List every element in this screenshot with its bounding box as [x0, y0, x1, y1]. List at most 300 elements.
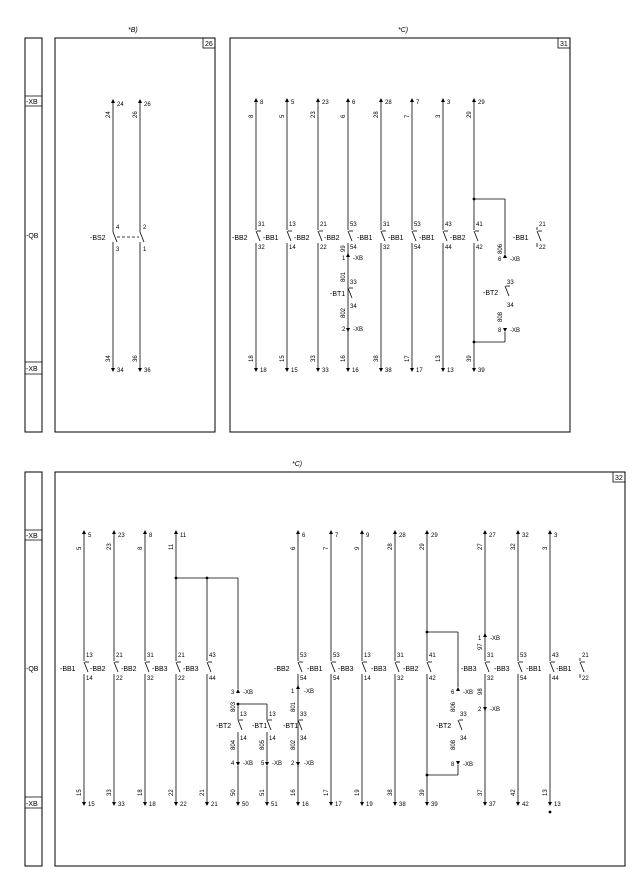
wire-number: 8 [138, 546, 144, 550]
terminal-number: 23 [118, 533, 125, 539]
device-label: -BB2 [274, 666, 290, 673]
wire-number: 5 [77, 546, 83, 550]
contact-number: 34 [350, 304, 357, 310]
contact-number: 44 [209, 676, 216, 682]
device-label: -BT1 [283, 723, 299, 730]
contact-number: 41 [476, 222, 483, 228]
contact-number: 42 [476, 245, 483, 251]
terminal-arrow-down [425, 802, 429, 806]
terminal-label: -XB [490, 707, 501, 713]
terminal-arrow-down [285, 368, 289, 372]
terminal-number: 8 [149, 533, 153, 539]
contact-number: 13 [240, 712, 247, 718]
terminal-arrow-up [441, 98, 445, 102]
contact-number: 53 [414, 222, 421, 228]
terminal-number: 6 [451, 690, 455, 696]
terminal-label: -XB [272, 761, 283, 767]
terminal-number: 3 [554, 533, 558, 539]
wire-number: 21 [200, 789, 206, 796]
terminal-number: 28 [385, 100, 392, 106]
contact-symbol [238, 720, 242, 730]
terminal-number: 2 [342, 327, 346, 333]
contact-symbol [256, 231, 260, 241]
contact-symbol [348, 231, 352, 241]
contact-number: 4 [116, 225, 120, 231]
wire-number: 26 [133, 111, 139, 118]
terminal-number: 51 [271, 802, 278, 808]
page-number: 32 [615, 475, 623, 482]
wire-number: 808 [451, 739, 457, 750]
contact-number: 54 [520, 676, 527, 682]
wire-number: 50 [231, 789, 237, 796]
terminal-arrow-up [346, 98, 350, 102]
terminal-arrow-up [483, 633, 487, 637]
panel-26-circuit [90, 99, 151, 374]
terminal-arrow-up [379, 98, 383, 102]
contact-number: 33 [350, 280, 357, 286]
contact-symbol [84, 662, 88, 672]
terminal-number: 7 [416, 100, 420, 106]
wire-number: 18 [138, 789, 144, 796]
device-label: -BB1 [307, 666, 323, 673]
terminal-number: 17 [416, 368, 423, 374]
wire-number: 7 [324, 546, 330, 550]
wire-number: 32 [511, 543, 517, 550]
wire-number: 27 [478, 543, 484, 550]
wire-number: 808 [498, 311, 504, 322]
terminal-arrow-up [82, 530, 86, 534]
terminal-arrow-down [441, 368, 445, 372]
contact-number: 2 [143, 225, 147, 231]
device-label: -BB3 [371, 666, 387, 673]
panel-31-circuit [232, 98, 546, 374]
wire-number: 5 [280, 114, 286, 118]
device-label: -BB3 [461, 666, 477, 673]
terminal-number: 28 [399, 533, 406, 539]
wire-number: 98 [478, 688, 484, 695]
device-label: -BB2 [324, 235, 340, 242]
wire-number: 38 [388, 789, 394, 796]
wire-number: 801 [291, 701, 297, 712]
wire-number: 99 [341, 245, 347, 252]
contact-symbol [505, 286, 509, 296]
contact-number: 33 [460, 712, 467, 718]
terminal-number: 5 [291, 100, 295, 106]
terminal-arrow-down [236, 762, 240, 766]
device-label: -BB1 [263, 235, 279, 242]
terminal-arrow-down [296, 802, 300, 806]
device-label: -BB1 [388, 235, 404, 242]
device-label: -BB1 [357, 235, 373, 242]
contact-symbol [474, 231, 478, 241]
qb-label: -QB [26, 666, 39, 673]
xb-label: -XB [26, 533, 38, 540]
contact-number: 41 [429, 653, 436, 659]
contact-number: 13 [86, 653, 93, 659]
terminal-arrow-down [456, 761, 460, 765]
terminal-arrow-down [205, 802, 209, 806]
wire-number: 15 [77, 789, 83, 796]
contact-number: 32 [487, 676, 494, 682]
wire-number: 51 [260, 789, 266, 796]
terminal-arrow-down [503, 328, 507, 332]
device-label: -BB1 [513, 235, 529, 242]
contact-number: 42 [429, 676, 436, 682]
contact-number: 32 [258, 245, 265, 251]
wire-number: 802 [341, 307, 347, 318]
contact-number: 31 [487, 653, 494, 659]
contact-symbol [443, 231, 447, 241]
device-label: -BB3 [183, 666, 199, 673]
terminal-label: -XB [353, 256, 364, 262]
contact-number: 53 [520, 653, 527, 659]
terminal-number: 33 [118, 802, 125, 808]
terminal-number: 2 [478, 707, 482, 713]
wire-number: 804 [231, 739, 237, 750]
terminal-number: 42 [522, 802, 529, 808]
terminal-label: -XB [463, 690, 474, 696]
contact-number: 53 [300, 653, 307, 659]
terminal-arrow-down [265, 762, 269, 766]
contact-number: 13 [364, 653, 371, 659]
contact-number: 21 [539, 222, 546, 228]
terminal-arrow-up [516, 530, 520, 534]
xb-label: -XB [26, 801, 38, 808]
contact-number: 13 [289, 222, 296, 228]
contact-number: 1 [143, 247, 147, 253]
wire-number: 11 [169, 543, 175, 550]
terminal-arrow-up [316, 98, 320, 102]
terminal-number: 3 [231, 690, 235, 696]
wire-number: 9 [355, 546, 361, 550]
contact-number: 44 [445, 245, 452, 251]
device-label: -BT2 [483, 290, 499, 297]
terminal-arrow-down [483, 802, 487, 806]
contact-symbol [427, 662, 431, 672]
contact-symbol [518, 662, 522, 672]
terminal-number: 17 [335, 802, 342, 808]
contact-symbol [267, 720, 271, 730]
terminal-arrow-up [112, 530, 116, 534]
contact-number: 13 [269, 712, 276, 718]
terminal-number: 1 [478, 636, 482, 642]
contact-number: 14 [289, 245, 296, 251]
terminal-arrow-up [285, 98, 289, 102]
wire-number: 24 [106, 111, 112, 118]
wire-number: 28 [374, 111, 380, 118]
contact-number: 21 [320, 222, 327, 228]
wire-number: 29 [467, 111, 473, 118]
wire-number: 34 [106, 355, 112, 362]
wire-number: 3 [436, 114, 442, 118]
device-label: -BT1 [252, 723, 268, 730]
contact-number: 14 [86, 676, 93, 682]
contact-number: 33 [300, 712, 307, 718]
terminal-number: 23 [322, 100, 329, 106]
wire-number: 806 [451, 701, 457, 712]
device-label: -BB2 [403, 666, 419, 673]
terminal-arrow-down [548, 802, 552, 806]
wire-number: 806 [498, 243, 504, 254]
wire-number: 16 [291, 789, 297, 796]
contact-number: 34 [460, 736, 467, 742]
left-strip-lower [25, 472, 42, 866]
device-label: -BT1 [330, 291, 346, 298]
junction-dot [549, 811, 552, 814]
contact-symbol [395, 662, 399, 672]
contact-symbol [298, 720, 302, 730]
contact-number: 53 [333, 653, 340, 659]
terminal-number: 16 [352, 368, 359, 374]
contact-number: 22 [320, 245, 327, 251]
terminal-arrow-down [138, 368, 142, 372]
terminal-arrow-up [548, 530, 552, 534]
terminal-arrow-up [425, 530, 429, 534]
terminal-number: 37 [489, 802, 496, 808]
terminal-number: 32 [522, 533, 529, 539]
terminal-number: 2 [291, 761, 295, 767]
wire-number: 805 [260, 739, 266, 750]
terminal-arrow-down [296, 762, 300, 766]
wire-number: 17 [405, 355, 411, 362]
device-label: -BB3 [494, 666, 510, 673]
contact-symbol [580, 662, 584, 672]
terminal-number: 50 [242, 802, 249, 808]
contact-number: 54 [350, 245, 357, 251]
panel-frame-26 [55, 27, 215, 432]
switch-label: -BS2 [90, 235, 106, 242]
wire-number: 42 [511, 789, 517, 796]
contact-number: 22 [116, 676, 123, 682]
terminal-label: -XB [243, 761, 254, 767]
terminal-label: -XB [353, 327, 364, 333]
terminal-label: -XB [510, 257, 521, 263]
wire-number: 97 [478, 643, 484, 650]
contact-symbol [114, 662, 118, 672]
terminal-arrow-up [111, 99, 115, 103]
contact-number: 22 [539, 245, 546, 251]
contact-symbol [381, 231, 385, 241]
terminal-number: 24 [117, 102, 124, 108]
device-label: -BT2 [436, 723, 452, 730]
page-number: 31 [560, 41, 568, 48]
terminal-arrow-up [472, 98, 476, 102]
contact-symbol [287, 231, 291, 241]
terminal-arrow-down [112, 802, 116, 806]
wire-number: 13 [543, 789, 549, 796]
wire-number: 16 [341, 355, 347, 362]
device-label: -BB2 [294, 235, 310, 242]
terminal-arrow-down [143, 802, 147, 806]
terminal-arrow-down [329, 802, 333, 806]
panel-header: *C) [292, 461, 303, 468]
terminal-number: 29 [431, 533, 438, 539]
terminal-number: 13 [447, 368, 454, 374]
terminal-number: 16 [302, 802, 309, 808]
terminal-number: 6 [302, 533, 306, 539]
panel-header: *C) [398, 27, 409, 34]
contact-number: 43 [552, 653, 559, 659]
terminal-number: 22 [180, 802, 187, 808]
wire-number: 22 [169, 789, 175, 796]
terminal-arrow-down [316, 368, 320, 372]
device-label: -BB2 [232, 235, 248, 242]
terminal-arrow-down [346, 368, 350, 372]
contact-number: 34 [300, 736, 307, 742]
terminal-arrow-up [296, 685, 300, 689]
terminal-number: 39 [431, 802, 438, 808]
terminal-label: -XB [490, 636, 501, 642]
terminal-arrow-down [472, 368, 476, 372]
wire-number: 37 [478, 789, 484, 796]
terminal-number: 7 [335, 533, 339, 539]
contact-symbol [362, 662, 366, 672]
terminal-arrow-up [393, 530, 397, 534]
terminal-arrow-down [236, 802, 240, 806]
terminal-number: 1 [342, 256, 346, 262]
contact-number: 32 [397, 676, 404, 682]
terminal-number: 19 [366, 802, 373, 808]
contact-number: 31 [258, 222, 265, 228]
terminal-number: 9 [366, 533, 370, 539]
wire-number: 23 [311, 111, 317, 118]
terminal-label: -XB [463, 762, 474, 768]
contact-symbol [458, 720, 462, 730]
terminal-arrow-down [346, 328, 350, 332]
wire-number: 28 [388, 543, 394, 550]
contact-number: 3 [116, 247, 120, 253]
terminal-arrow-up [456, 687, 460, 691]
contact-number: 21 [178, 653, 185, 659]
contact-number: 43 [445, 222, 452, 228]
contact-number: 32 [383, 245, 390, 251]
terminal-number: 1 [291, 689, 295, 695]
wire-number: 6 [291, 546, 297, 550]
device-label: -BB1 [556, 666, 572, 673]
device-label: -BB2 [121, 666, 137, 673]
contact-number: 43 [209, 653, 216, 659]
contact-symbol [145, 662, 149, 672]
terminal-arrow-down [379, 368, 383, 372]
wire-number: 17 [324, 789, 330, 796]
terminal-number: 13 [554, 802, 561, 808]
wire-number: 803 [231, 701, 237, 712]
contact-number: 31 [383, 222, 390, 228]
terminal-number: 8 [260, 100, 264, 106]
wire-number: 18 [249, 355, 255, 362]
panel-header: *B) [128, 27, 138, 34]
terminal-number: 15 [88, 802, 95, 808]
qb-label: -QB [26, 233, 39, 240]
terminal-arrow-up [174, 530, 178, 534]
terminal-number: 6 [498, 257, 502, 263]
wire-number: 802 [291, 739, 297, 750]
terminal-number: 3 [447, 100, 451, 106]
contact-symbol [485, 662, 489, 672]
terminal-number: 15 [291, 368, 298, 374]
wire-number: 36 [133, 355, 139, 362]
terminal-number: 8 [498, 328, 502, 334]
terminal-arrow-down [111, 368, 115, 372]
contact-number: 54 [414, 245, 421, 251]
contact-number: 22 [582, 676, 589, 682]
wire-number: 15 [280, 355, 286, 362]
contact-number: 14 [364, 676, 371, 682]
terminal-number: 27 [489, 533, 496, 539]
terminal-arrow-down [360, 802, 364, 806]
wire-number: 33 [107, 789, 113, 796]
terminal-arrow-down [483, 707, 487, 711]
contact-number: 33 [507, 280, 514, 286]
contact-number: 54 [300, 676, 307, 682]
contact-symbol [348, 288, 352, 298]
terminal-arrow-down [174, 802, 178, 806]
contact-number: 44 [552, 676, 559, 682]
device-label: -BB2 [90, 666, 106, 673]
wire-number: 801 [341, 271, 347, 282]
contact-symbol [113, 232, 117, 242]
wire-number: 38 [374, 355, 380, 362]
terminal-number: 21 [211, 802, 218, 808]
xb-label: -XB [26, 99, 38, 106]
left-strip-upper [25, 38, 42, 432]
contact-symbol [550, 662, 554, 672]
wire-number: 3 [543, 546, 549, 550]
terminal-number: 11 [180, 533, 187, 539]
contact-symbol [176, 662, 180, 672]
contact-symbol [412, 231, 416, 241]
device-label: -BB1 [60, 666, 76, 673]
terminal-arrow-up [360, 530, 364, 534]
device-label: -BB3 [152, 666, 168, 673]
contact-number: 22 [178, 676, 185, 682]
terminal-arrow-up [138, 99, 142, 103]
contact-number: 31 [147, 653, 154, 659]
page-number: 26 [205, 41, 213, 48]
xb-label: -XB [26, 366, 38, 373]
contact-symbol [318, 231, 322, 241]
terminal-number: 29 [478, 100, 485, 106]
contact-symbol [331, 662, 335, 672]
contact-symbol [298, 662, 302, 672]
terminal-arrow-down [265, 802, 269, 806]
terminal-number: 18 [260, 368, 267, 374]
terminal-number: 5 [261, 761, 265, 767]
wire-number: 29 [420, 543, 426, 550]
contact-number: 53 [350, 222, 357, 228]
wire-number: 13 [436, 355, 442, 362]
contact-number: 14 [269, 736, 276, 742]
device-label: -BB1 [526, 666, 542, 673]
device-label: -BB1 [419, 235, 435, 242]
terminal-arrow-down [410, 368, 414, 372]
device-label: -BT2 [216, 723, 232, 730]
terminal-arrow-down [82, 802, 86, 806]
contact-number: 14 [240, 736, 247, 742]
terminal-arrow-down [516, 802, 520, 806]
terminal-number: 8 [451, 762, 455, 768]
terminal-arrow-up [254, 98, 258, 102]
wire-number: 23 [107, 543, 113, 550]
panel-frame-31 [230, 27, 570, 432]
wire-number: 33 [311, 355, 317, 362]
terminal-number: 34 [117, 368, 124, 374]
terminal-arrow-up [236, 689, 240, 693]
device-label: -BB3 [338, 666, 354, 673]
wire-number: 7 [405, 114, 411, 118]
terminal-number: 4 [231, 761, 235, 767]
terminal-label: -XB [304, 689, 315, 695]
